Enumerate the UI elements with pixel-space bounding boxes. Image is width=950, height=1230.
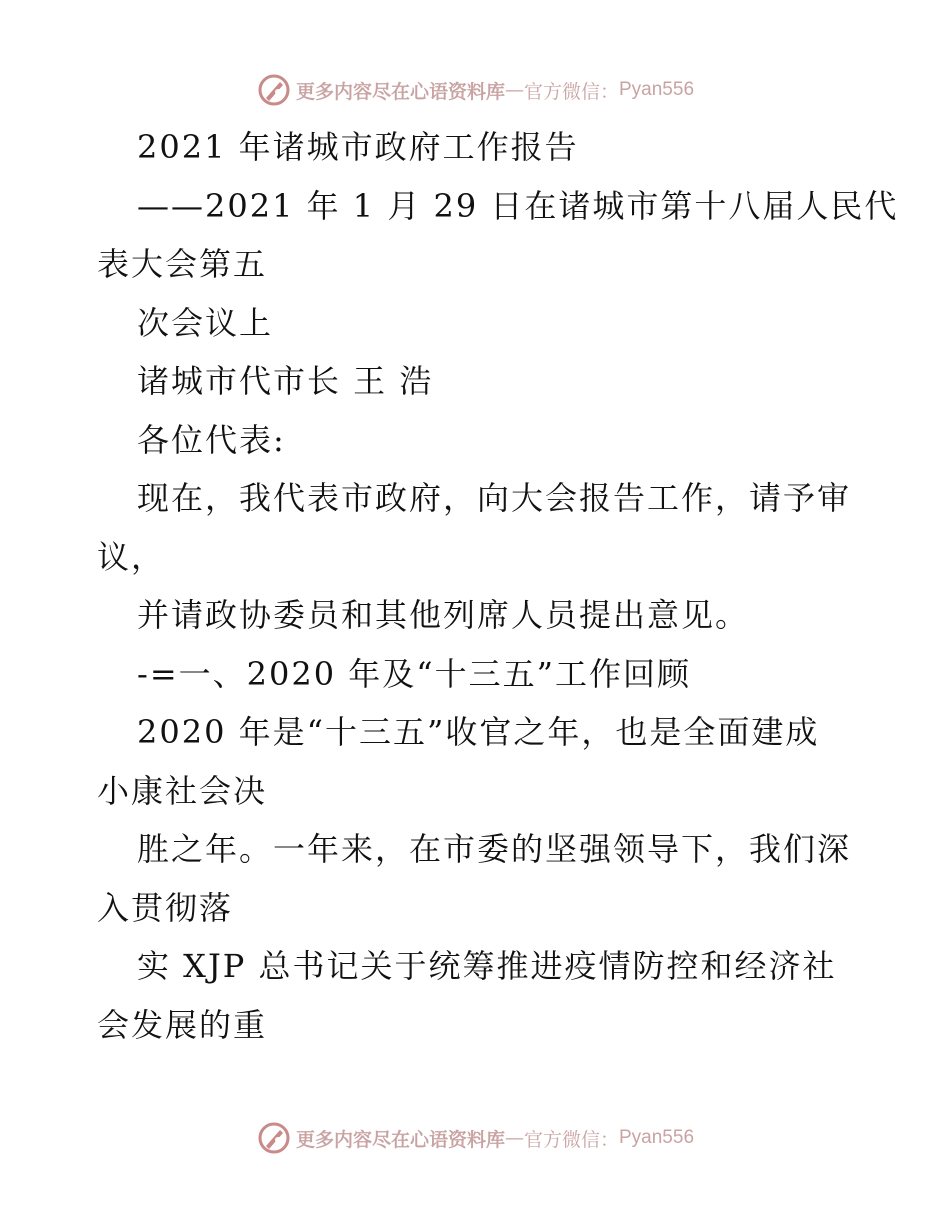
text-line: 2020 年是“十三五”收官之年，也是全面建成 xyxy=(137,713,820,751)
text-line: 现在，我代表市政府，向大会报告工作，请予审 xyxy=(137,479,852,517)
text-line: ——2021 年 1 月 29 日在诸城市第十八届人民代 xyxy=(137,186,899,225)
pen-logo-icon xyxy=(256,72,292,108)
text-line: 表大会第五 xyxy=(97,245,268,283)
text-line: 诸城市代市长 王 浩 xyxy=(137,362,434,400)
banner-wechat-label: 官方微信： xyxy=(523,80,619,103)
text-line: 各位代表: xyxy=(137,420,286,459)
header-banner xyxy=(0,70,950,110)
banner-wechat-id: Pyan556 xyxy=(619,79,695,100)
banner-separator: — xyxy=(504,1127,524,1149)
text-line: 小康社会决 xyxy=(97,771,268,810)
banner-wechat-id: Pyan556 xyxy=(619,1127,695,1148)
text-line: 胜之年。一年来，在市委的坚强领导下，我们深 xyxy=(137,830,852,868)
text-line: 入贯彻落 xyxy=(97,888,234,927)
banner-wechat-label: 官方微信： xyxy=(523,1128,619,1151)
report-title: 2021 年诸城市政府工作报告 xyxy=(137,128,579,166)
banner-separator: — xyxy=(504,79,524,101)
text-line: 实 XJP 总书记关于统筹推进疫情防控和经济社 xyxy=(137,947,837,985)
document-body xyxy=(97,118,899,1054)
text-line: 会发展的重 xyxy=(97,1005,268,1044)
pen-logo-icon xyxy=(256,1120,292,1156)
section-heading: -=一、2020 年及“十三五”工作回顾 xyxy=(137,654,691,693)
banner-text: 更多内容尽在心语资料库 xyxy=(295,80,505,103)
text-line: 并请政协委员和其他列席人员提出意见。 xyxy=(137,596,750,634)
footer-banner xyxy=(0,1118,950,1158)
banner-text: 更多内容尽在心语资料库 xyxy=(295,1128,505,1151)
text-line: 次会议上 xyxy=(137,303,274,342)
text-line: 议， xyxy=(97,537,166,576)
